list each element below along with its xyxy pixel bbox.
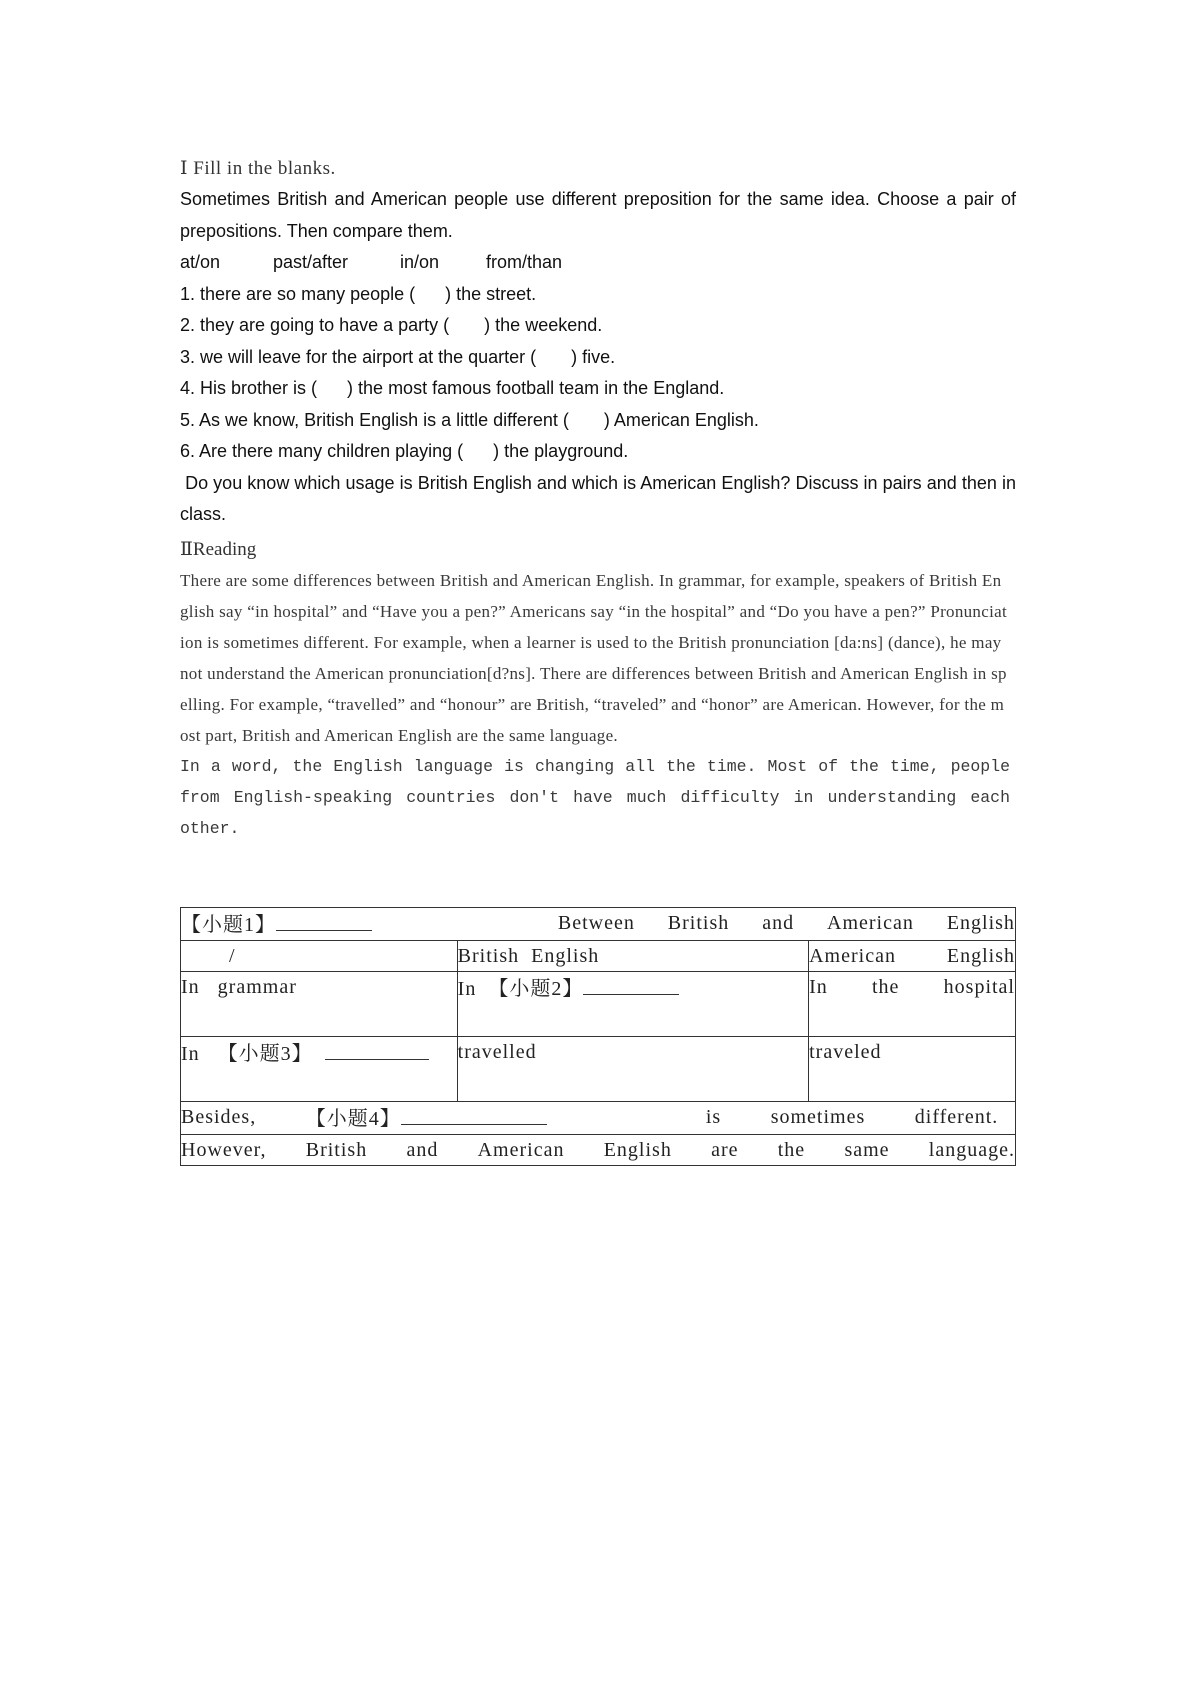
cell-word: English: [603, 1139, 672, 1161]
header-british-word: English: [531, 945, 600, 967]
discussion-text: Do you know which usage is British English and which is American English? Discuss in pairs and then in class.: [180, 472, 1022, 524]
header-british-word: British: [457, 945, 520, 967]
option-1: at/on: [180, 252, 221, 272]
option-2: past/after: [273, 252, 349, 272]
cell-word: traveled: [809, 1041, 882, 1063]
cell-word: In: [809, 976, 828, 998]
header-cell-british: [457, 941, 808, 972]
grammar-american-cell: [809, 972, 1016, 1037]
preposition-options: [180, 247, 1016, 279]
however-cell: [181, 1135, 1016, 1166]
header-cell-slash: [181, 941, 458, 972]
table-row: [181, 1135, 1016, 1166]
question-1: 1. there are so many people ( ) the street.: [180, 283, 537, 304]
option-3: in/on: [400, 252, 440, 272]
summary-table: [180, 907, 1016, 1166]
title-word: American: [827, 912, 914, 934]
task-3-blank[interactable]: [325, 1037, 429, 1060]
instruction-text: Sometimes British and American people use different preposition for the same idea. Choose a pair of prepositions. Then compare them.: [180, 189, 1016, 241]
cell-word: However,: [181, 1139, 267, 1161]
cell-word: are: [711, 1139, 739, 1161]
reading-passage-2: In a word, the English language is changing all the time. Most of the time, people from English-speaking countries don't have much difficulty in understanding each other.: [180, 756, 1010, 838]
cell-word: Besides,: [181, 1106, 257, 1128]
header-american-word: American: [809, 945, 896, 967]
cell-word: same: [844, 1139, 890, 1161]
option-4: from/than: [486, 252, 563, 272]
besides-cell: [181, 1102, 1016, 1135]
question-4: 4. His brother is ( ) the most famous football team in the England.: [180, 378, 725, 398]
spelling-british-cell: [457, 1037, 808, 1102]
table-row: [181, 908, 1016, 941]
cell-word: sometimes: [770, 1106, 866, 1128]
cell-word: the: [872, 976, 900, 998]
header-american-word: English: [946, 945, 1015, 967]
header-cell-american: [809, 941, 1016, 972]
grammar-british-cell: [457, 972, 808, 1037]
cell-word: the: [777, 1139, 806, 1161]
question-2: 2. they are going to have a party ( ) the weekend.: [180, 315, 603, 335]
spelling-cell: [181, 1037, 458, 1102]
slash-text: /: [229, 945, 236, 967]
cell-word: language.: [928, 1139, 1015, 1161]
title-word: English: [946, 912, 1015, 934]
cell-word: In: [181, 1043, 200, 1065]
table-row: [181, 972, 1016, 1037]
section2-heading: ⅡReading: [180, 538, 257, 560]
spelling-american-cell: [809, 1037, 1016, 1102]
title-word: and: [762, 912, 795, 934]
cell-word: different.: [914, 1106, 999, 1128]
cell-word: In: [181, 976, 200, 998]
cell-word: is: [705, 1106, 722, 1128]
task-2-blank[interactable]: [583, 972, 679, 995]
question-6: 6. Are there many children playing ( ) the playground.: [180, 441, 629, 461]
task-1-blank[interactable]: [276, 908, 372, 931]
cell-word: American: [477, 1139, 565, 1161]
section1-heading: Ⅰ Fill in the blanks.: [180, 158, 336, 179]
cell-word: travelled: [457, 1041, 537, 1063]
cell-word: British: [305, 1139, 368, 1161]
table-row: [181, 1037, 1016, 1102]
question-3: 3. we will leave for the airport at the quarter ( ) five.: [180, 346, 616, 367]
cell-word: In: [457, 978, 477, 1000]
task-2-label: 【小题2】: [488, 978, 584, 1000]
table-row: [181, 941, 1016, 972]
task-3-label: 【小题3】: [217, 1043, 313, 1065]
title-word: British: [667, 912, 730, 934]
table-row: [181, 1102, 1016, 1135]
title-word: Between: [557, 912, 635, 934]
cell-word: hospital: [943, 976, 1015, 998]
cell-word: and: [406, 1139, 439, 1161]
cell-word: grammar: [217, 976, 297, 998]
reading-passage-1: There are some differences between British and American English. In grammar, for example, speakers of British English say “in hospital” and “Have you a pen?” Americans say “in the hospital” and “Do you have a pen?” Pronunciation is sometimes different. For example, when a learner is used to the British pronunciation [da:ns] (dance), he may not understand the American pronunciation[d?ns]. There are differences between British and American English in spelling. For example, “travelled” and “honour” are British, “traveled” and “honor” are American. However, for the most part, British and American English are the same language.: [180, 570, 1007, 745]
title-cell: [181, 908, 1016, 941]
task-4-label: 【小题4】: [306, 1102, 547, 1134]
task-4-blank[interactable]: [401, 1102, 547, 1125]
grammar-cell: [181, 972, 458, 1037]
task-1-label: 【小题1】: [181, 908, 372, 940]
worksheet-content: [180, 154, 1022, 844]
question-5: 5. As we know, British English is a little different ( ) American English.: [180, 409, 759, 430]
